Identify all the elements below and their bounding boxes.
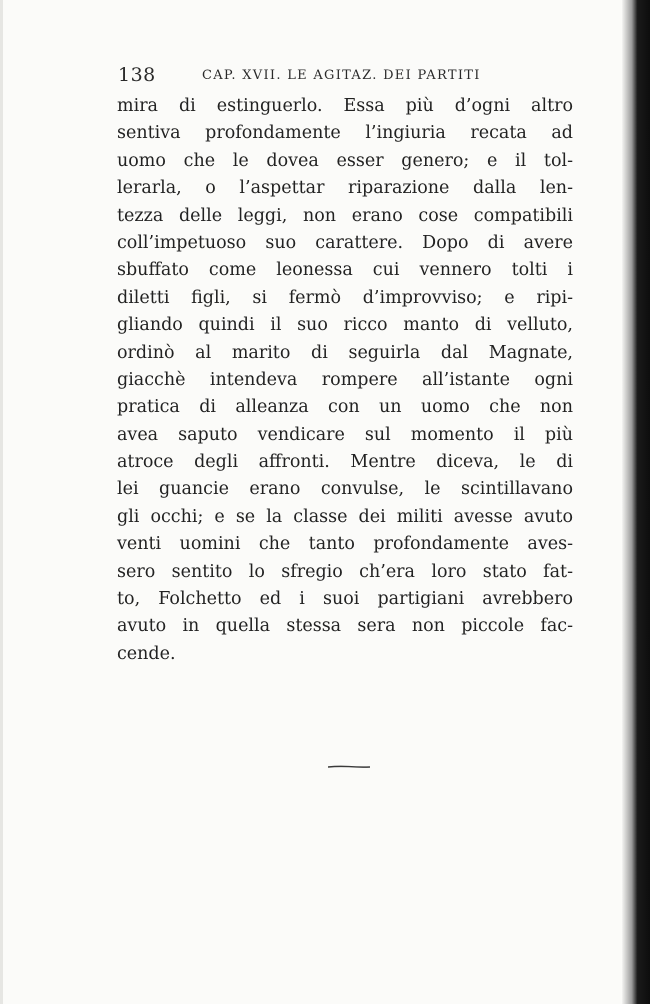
text-line: venti uomini che tanto profondamente aves- (117, 534, 573, 555)
text-line: avea saputo vendicare sul momento il più (117, 424, 573, 445)
text-line: coll’impetuoso suo carattere. Dopo di avere (117, 232, 573, 253)
text-line: to, Folchetto ed i suoi partigiani avrebbero (117, 589, 573, 610)
text-line: gli occhi; e se la classe dei militi avesse avuto (117, 506, 573, 527)
page-header (118, 64, 518, 92)
text-line: lerarla, o l’aspettar riparazione dalla len- (117, 178, 573, 199)
body-text (117, 93, 573, 668)
text-line: pratica di alleanza con un uomo che non (117, 397, 573, 418)
page-left-edge (0, 0, 3, 1004)
text-line: uomo che le dovea esser genero; e il tol- (117, 150, 573, 171)
text-line: lei guancie erano convulse, le scintillavano (117, 479, 573, 500)
text-line: giacchè intendeva rompere all’istante ogni (117, 369, 573, 390)
text-line: ordinò al marito di seguirla dal Magnate, (117, 342, 573, 363)
text-line: sbuffato come leonessa cui vennero tolti i (117, 260, 573, 281)
text-line: mira di estinguerlo. Essa più d’ogni altro (117, 96, 573, 116)
running-head: CAP. XVII. LE AGITAZ. DEI PARTITI (202, 68, 481, 83)
text-line: avuto in quella stessa sera non piccole fac- (117, 616, 573, 637)
text-line: sero sentito lo sfregio ch’era loro stato fat- (117, 561, 573, 582)
text-line: diletti figli, si fermò d’improvviso; e ripi- (117, 287, 573, 308)
page-gutter-shadow (622, 0, 650, 1004)
text-line: cende. (117, 643, 176, 664)
section-end-ornament (328, 765, 370, 769)
text-line: gliando quindi il suo ricco manto di velluto, (117, 315, 573, 336)
text-line: tezza delle leggi, non erano cose compatibili (117, 205, 573, 226)
text-line: sentiva profondamente l’ingiuria recata ad (117, 123, 573, 144)
text-line: atroce degli affronti. Mentre diceva, le di (117, 452, 573, 473)
page-number: 138 (118, 64, 156, 86)
